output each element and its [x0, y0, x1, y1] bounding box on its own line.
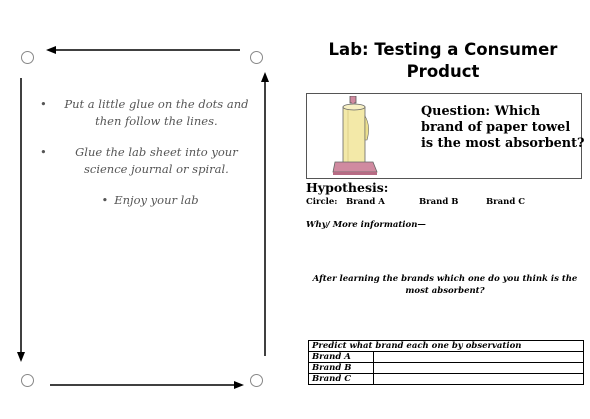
prediction-table	[308, 340, 584, 385]
question-box	[306, 93, 585, 179]
bullet-icon: •	[40, 97, 47, 111]
top-arrow-head-icon	[46, 46, 56, 54]
right-arrow-head-icon	[261, 72, 269, 82]
prediction-cell-a[interactable]	[374, 352, 584, 363]
row-label: Brand B	[309, 363, 374, 374]
hypothesis-heading: Hypothesis:	[306, 180, 389, 195]
row-label: Brand A	[309, 352, 374, 363]
bullet-icon: •	[40, 145, 47, 159]
left-arrow-head-icon	[17, 352, 25, 362]
paper-towel-icon	[331, 96, 379, 176]
table-row	[309, 352, 584, 363]
after-learning-prompt: After learning the brands which one do you think is the most absorbent?	[312, 274, 578, 296]
prediction-cell-b[interactable]	[374, 363, 584, 374]
instruction-card	[0, 0, 290, 419]
instruction-item	[40, 96, 260, 130]
bullet-icon: •	[101, 193, 109, 207]
circle-label: Circle:	[306, 197, 338, 207]
table-header-row	[309, 341, 584, 352]
prediction-cell-c[interactable]	[374, 374, 584, 385]
instruction-item	[40, 192, 260, 209]
instruction-list	[40, 96, 260, 223]
brand-option-a[interactable]: Brand A	[346, 197, 385, 207]
instruction-text: Put a little glue on the dots and then follow the lines.	[64, 97, 249, 128]
question-text: Question: Which brand of paper towel is the most absorbent?	[421, 104, 585, 151]
lab-title: Lab: Testing a Consumer Product	[328, 40, 558, 81]
lab-sheet	[300, 0, 590, 419]
row-label: Brand C	[309, 374, 374, 385]
instruction-text: Enjoy your lab	[114, 193, 199, 207]
table-row	[309, 363, 584, 374]
instruction-text: Glue the lab sheet into your science journal or spiral.	[75, 145, 238, 176]
brand-option-b[interactable]: Brand B	[419, 197, 459, 207]
table-row	[309, 374, 584, 385]
bottom-arrow-head-icon	[234, 381, 244, 389]
prediction-header: Predict what brand each one by observation	[309, 341, 584, 352]
instruction-item	[40, 144, 260, 178]
brand-option-c[interactable]: Brand C	[486, 197, 526, 207]
why-label: Why/ More information—	[306, 220, 426, 230]
